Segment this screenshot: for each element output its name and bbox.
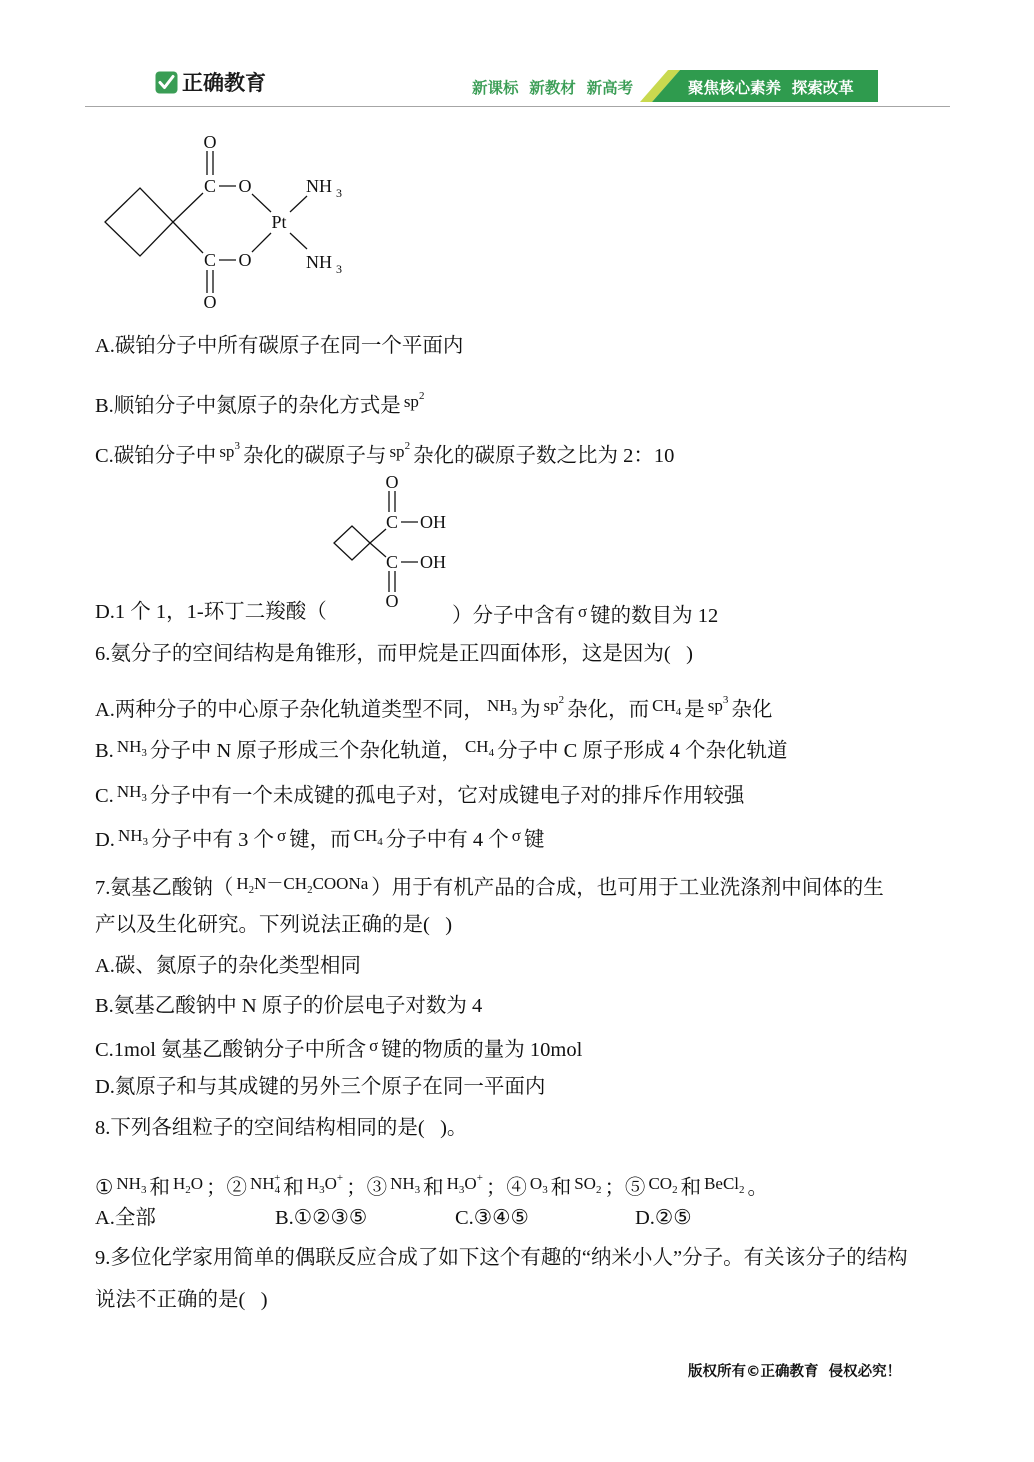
chemical-formula [353, 826, 383, 848]
text-run: 分子中 N 原子形成三个杂化轨道， [149, 740, 462, 762]
atom-label: NH [306, 176, 332, 196]
chemical-formula [390, 1174, 421, 1196]
text-run: A.碳、氮原子的杂化类型相同 [95, 955, 361, 977]
atom-subscript: 3 [336, 186, 342, 200]
coordinate-bond [290, 233, 307, 249]
formula-base: NH [486, 696, 512, 715]
chemical-formula [574, 1174, 602, 1196]
text-run: 和 [283, 1177, 304, 1199]
single-bond [173, 222, 203, 253]
q7-option-b [95, 992, 482, 1020]
formula-sub: 4 [377, 836, 383, 848]
formula-base: σ [578, 602, 588, 621]
text-run: ）用于有机产品的合成，也可用于工业洗涤剂中间体的生 [371, 877, 884, 899]
formula-supstack: + [274, 1172, 281, 1184]
formula-sub: 3 [319, 1184, 325, 1196]
q7-option-a [95, 952, 361, 980]
formula-sup: 2 [404, 440, 411, 452]
q6-option-c [95, 778, 744, 812]
chemical-formula [116, 737, 147, 759]
formula-base: NH [116, 737, 142, 756]
atom-label: C [385, 512, 399, 532]
chemical-formula [172, 1174, 204, 1196]
formula-sub: 3 [141, 747, 147, 759]
chemical-formula [116, 782, 147, 804]
formula-sub: 2 [248, 884, 255, 896]
formula-base: σ [511, 826, 521, 845]
header-divider [85, 106, 950, 107]
text-run: 分子中有 3 个 [151, 829, 274, 851]
formula-base: sp [543, 696, 559, 715]
chemical-formula [648, 1174, 678, 1196]
atom-label: O [238, 250, 252, 270]
text-run: 杂化，而 [567, 699, 650, 721]
atom-label: C [203, 176, 217, 196]
text-run: B. [95, 740, 114, 762]
formula-sub: 2 [307, 884, 313, 896]
text-run: B.氨基乙酸钠中 N 原子的价层电子对数为 4 [95, 995, 483, 1017]
text-run: ① [95, 1177, 114, 1199]
formula-base: sp [403, 392, 419, 411]
chemical-formula [369, 1036, 378, 1055]
chemical-formula [116, 1174, 147, 1196]
q7-option-c [95, 1032, 582, 1064]
text-run: 杂化的碳原子数之比为 2：10 [413, 445, 675, 467]
formula-base: O [324, 1174, 337, 1193]
header-banner-text: 聚焦核心素养 探索改革 [688, 79, 854, 97]
chemical-formula [544, 696, 565, 715]
text-run: 分子中 C 原子形成 4 个杂化轨道 [497, 740, 788, 762]
formula-base: N－CH [254, 874, 308, 893]
formula-sup: + [476, 1172, 483, 1184]
header-slogan: 新课标 新教材 新高考 [472, 79, 634, 97]
single-bond [370, 529, 386, 543]
chemical-formula [652, 696, 682, 718]
formula-sub: 4 [488, 747, 495, 759]
formula-sub: 2 [595, 1184, 602, 1196]
formula-base: sp [389, 442, 405, 461]
atom-label: O [203, 292, 217, 312]
text-run: D.1 个 1，1-环丁二羧酸（ [95, 601, 327, 623]
formula-base: σ [369, 1036, 379, 1055]
text-run: B.顺铂分子中氮原子的杂化方式是 [95, 395, 401, 417]
text-run: 杂化 [731, 699, 773, 721]
text-run: A.碳铂分子中所有碳原子在同一个平面内 [95, 335, 464, 357]
atom-label: O [238, 176, 252, 196]
formula-base: SO [574, 1174, 596, 1193]
q7-stem-line-1 [95, 870, 884, 904]
atom-label: C [385, 552, 399, 572]
formula-sub: 3 [458, 1184, 465, 1196]
formula-sup: 3 [722, 694, 729, 706]
text-run: 分子中有 4 个 [385, 829, 509, 851]
text-run: 杂化的碳原子与 [242, 445, 387, 467]
formula-sub: 3 [141, 792, 147, 804]
q8-option-b: B.①②③⑤ [275, 1207, 368, 1229]
atom-label: O [203, 132, 217, 152]
chemical-formula [446, 1172, 483, 1196]
q5-option-b [95, 382, 427, 420]
chemical-formula [512, 826, 521, 845]
chemical-formula [464, 737, 495, 759]
formula-base: NH [250, 1174, 275, 1193]
atom-subscript: 3 [336, 262, 342, 276]
formula-base: H [236, 874, 249, 893]
formula-sub: 2 [672, 1184, 678, 1196]
text-run: C. [95, 785, 114, 807]
chemical-formula [277, 826, 286, 845]
formula-base: H [172, 1174, 186, 1193]
q7-stem-line-2 [95, 911, 452, 939]
formula-base: CO [648, 1174, 673, 1193]
atom-label: Pt [271, 212, 287, 232]
formula-base: NH [116, 1174, 141, 1193]
text-run: 键的数目为 12 [590, 605, 719, 627]
chemical-formula [117, 826, 148, 848]
formula-base: CH [464, 737, 489, 756]
cyclobutane-dicarboxylic-acid-structure [325, 468, 465, 613]
q8-stem [95, 1114, 467, 1142]
text-run: 为 [520, 699, 541, 721]
formula-base: NH [390, 1174, 415, 1193]
copyright-footer: 版权所有©正确教育 侵权必究！ [688, 1364, 902, 1380]
chemical-formula [486, 696, 517, 718]
formula-sup: 2 [558, 694, 565, 706]
text-run: 键 [523, 829, 545, 851]
single-bond [173, 193, 203, 222]
text-run: 7.氨基乙酸钠（ [95, 877, 234, 899]
text-run: 和 [550, 1177, 572, 1199]
carboplatin-structure [95, 125, 365, 320]
q8-option-a: A.全部 [95, 1207, 156, 1229]
formula-sub: 2 [739, 1184, 745, 1196]
coordinate-bond [252, 233, 271, 252]
formula-base: NH [117, 826, 143, 845]
formula-sup: + [336, 1172, 344, 1184]
text-run: 分子中有一个未成键的孤电子对，它对成键电子对的排斥作用较强 [149, 785, 745, 807]
text-run: 8.下列各组粒子的空间结构相同的是( )。 [95, 1117, 468, 1139]
q9-stem-line-1 [95, 1244, 908, 1272]
text-run: 说法不正确的是( ) [95, 1289, 268, 1311]
formula-sup: 3 [234, 440, 240, 452]
formula-sub: 3 [140, 1184, 147, 1196]
formula-base: BeCl [704, 1174, 740, 1193]
formula-base: CH [652, 696, 676, 715]
q6-option-d [95, 822, 544, 856]
check-icon [155, 71, 178, 94]
text-run: ；② [206, 1177, 248, 1199]
formula-sub: 3 [142, 836, 148, 848]
formula-sup: 2 [418, 390, 425, 402]
formula-sub: 4 [274, 1184, 281, 1196]
q6-option-b [95, 733, 788, 767]
atom-label: NH [306, 252, 332, 272]
formula-base: COONa [312, 874, 369, 893]
chemical-formula [404, 392, 425, 411]
formula-sub: 2 [185, 1184, 191, 1196]
chemical-formula [704, 1174, 745, 1196]
text-run: 9.多位化学家用简单的偶联反应合成了如下这个有趣的“纳米小人”分子。有关该分子的结构 [95, 1247, 908, 1269]
chemical-formula [250, 1172, 281, 1196]
formula-base: NH [116, 782, 142, 801]
q5-option-d-before [95, 598, 327, 626]
text-run: ；⑤ [604, 1177, 646, 1199]
q6-option-a [95, 686, 772, 726]
text-run: ）分子中含有 [452, 605, 575, 627]
text-run: D. [95, 829, 115, 851]
chemical-formula [236, 874, 369, 896]
coordinate-bond [290, 196, 307, 212]
text-run: 和 [423, 1177, 444, 1199]
formula-base: CH [353, 826, 378, 845]
text-run: D.氮原子和与其成键的另外三个原子在同一平面内 [95, 1076, 546, 1098]
text-run: 和 [680, 1177, 702, 1199]
chemical-formula [306, 1172, 344, 1196]
cyclobutane-ring [334, 526, 370, 560]
text-run: 键，而 [289, 829, 351, 851]
chemical-formula [578, 602, 587, 621]
formula-base: H [446, 1174, 459, 1193]
atom-label: C [203, 250, 217, 270]
formula-base: O [529, 1174, 543, 1193]
q8-particle-groups [95, 1164, 768, 1204]
text-run: C.1mol 氨基乙酸钠分子中所含 [95, 1039, 367, 1061]
logo-text: 正确教育 [182, 71, 266, 95]
text-run: 6.氨分子的空间结构是角锥形，而甲烷是正四面体形，这是因为( ) [95, 643, 693, 665]
chemical-formula [529, 1174, 548, 1196]
formula-base: sp [219, 442, 235, 461]
atom-label: OH [420, 552, 446, 572]
formula-sub: 3 [414, 1184, 421, 1196]
single-bond [370, 543, 386, 557]
atom-label: O [385, 472, 399, 492]
text-run: 。 [747, 1177, 769, 1199]
coordinate-bond [252, 194, 271, 212]
chemical-formula [219, 442, 240, 461]
q5-option-d-after [452, 598, 718, 630]
text-run: C.碳铂分子中 [95, 445, 217, 467]
formula-base: O [190, 1174, 204, 1193]
cyclobutane-ring [105, 188, 173, 256]
text-run: 产以及生化研究。下列说法正确的是( ) [95, 914, 453, 936]
formula-sub: 4 [675, 706, 682, 718]
formula-base: sp [707, 696, 723, 715]
text-run: 和 [149, 1177, 170, 1199]
q9-stem-line-2 [95, 1286, 268, 1314]
text-run: 键的物质的量为 10mol [381, 1039, 583, 1061]
chemical-formula [389, 442, 410, 461]
q8-option-d: D.②⑤ [635, 1207, 692, 1229]
q6-stem [95, 640, 693, 668]
text-run: ；③ [346, 1177, 388, 1199]
formula-sub: 3 [542, 1184, 548, 1196]
formula-base: H [306, 1174, 320, 1193]
text-run: A.两种分子的中心原子杂化轨道类型不同， [95, 699, 484, 721]
q8-option-c: C.③④⑤ [455, 1207, 529, 1229]
atom-label: O [385, 591, 399, 611]
formula-base: σ [277, 826, 287, 845]
q5-option-c [95, 432, 674, 470]
text-run: 是 [684, 699, 705, 721]
q7-option-d [95, 1073, 545, 1101]
atom-label: OH [420, 512, 446, 532]
formula-base: O [464, 1174, 477, 1193]
formula-sub: 3 [511, 706, 517, 718]
q5-option-a [95, 332, 463, 360]
text-run: ；④ [485, 1177, 527, 1199]
chemical-formula [708, 696, 729, 715]
